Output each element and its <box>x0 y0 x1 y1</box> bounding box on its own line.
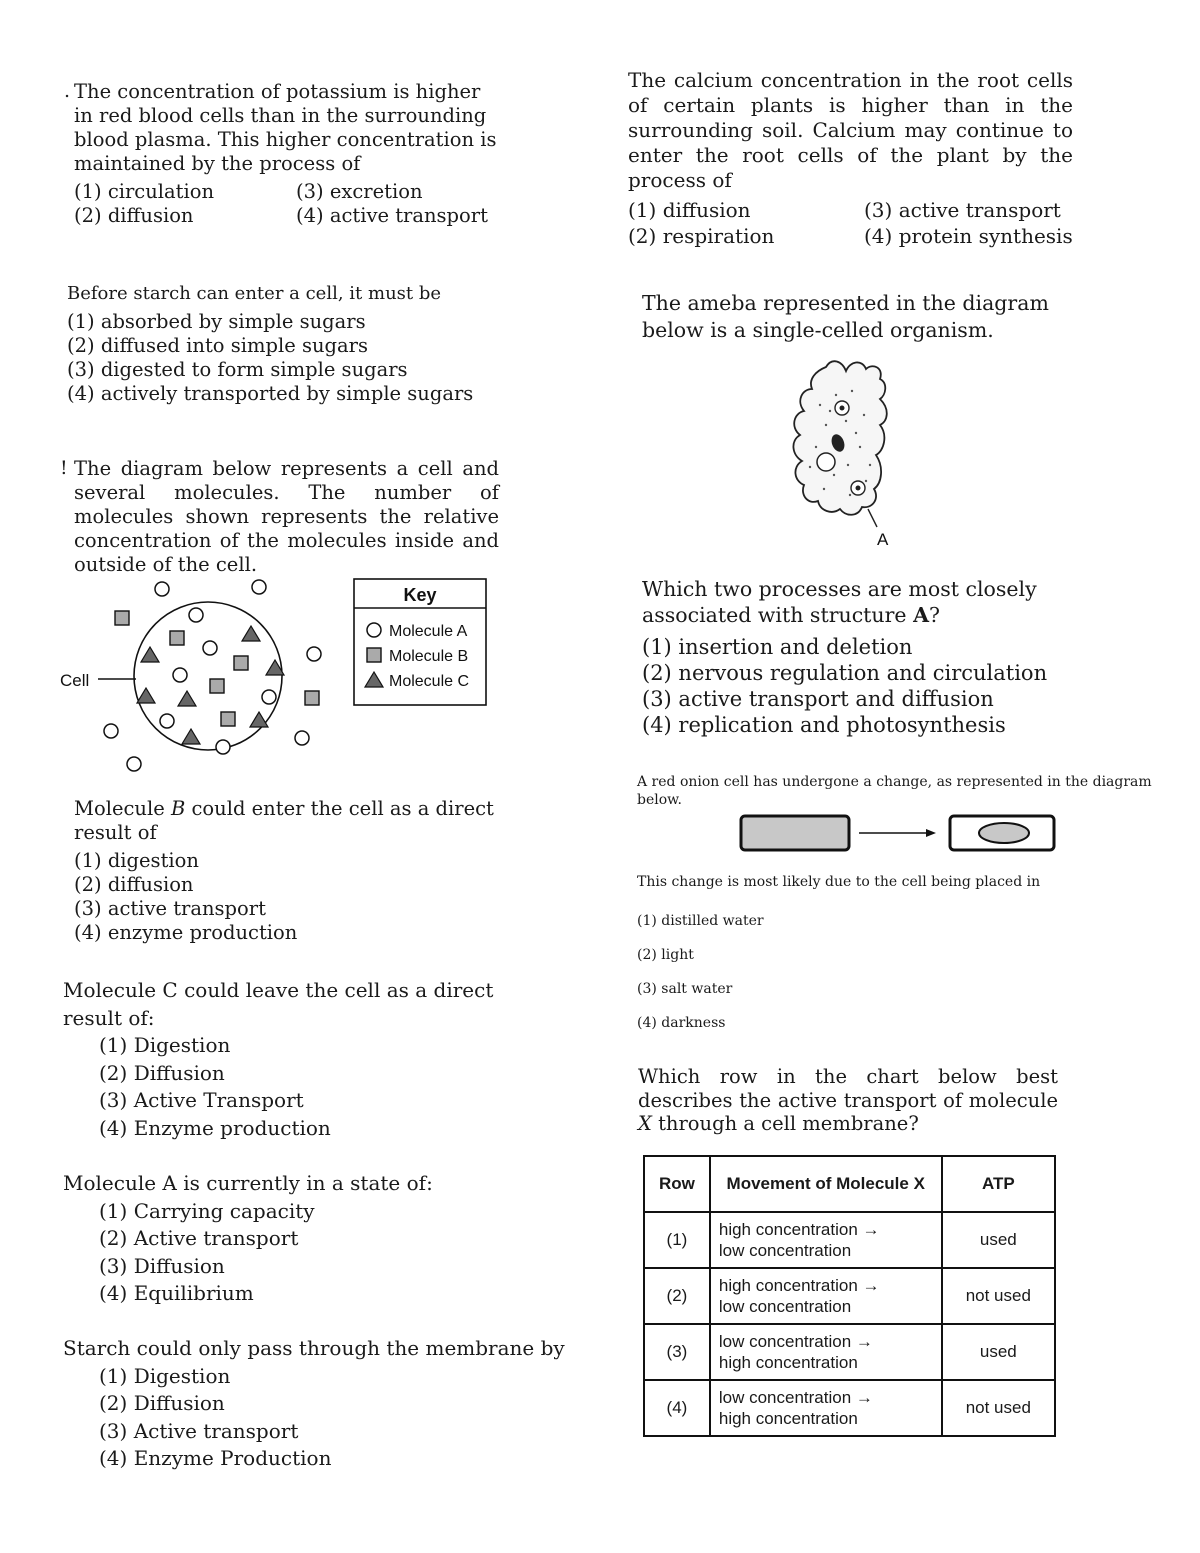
ameba-diagram <box>780 355 910 550</box>
molecule-a <box>127 757 141 771</box>
movement-cell <box>710 1268 942 1324</box>
movement-from: low concentration → <box>718 1388 873 1407</box>
question-stem: Molecule A is currently in a state of: <box>63 1171 433 1195</box>
table-row[interactable] <box>644 1380 1055 1436</box>
stem-text: ? <box>928 603 940 627</box>
key-molecule-a-label: Molecule A <box>389 623 468 640</box>
molecule-c <box>250 712 268 727</box>
atp-cell: used <box>942 1324 1055 1380</box>
movement-from: high concentration → <box>718 1220 880 1239</box>
key-molecule-b-label: Molecule B <box>389 648 469 665</box>
movement-to: high concentration <box>718 1353 858 1372</box>
question-stem: The diagram below represents a cell and several molecules. The number of molecules shown represents the relative concentration of the molecules inside and outside of the cell. <box>74 457 499 576</box>
molecule-a <box>155 582 169 596</box>
answer-option[interactable]: (2) Active transport <box>99 1226 299 1250</box>
stem-variable: B <box>170 797 186 820</box>
row-number: (2) <box>644 1268 710 1324</box>
answer-options <box>67 310 507 406</box>
question-stem: The ameba represented in the diagram below is a single-celled organism. <box>642 291 1049 342</box>
answer-option[interactable]: (1) distilled water <box>637 913 764 929</box>
answer-option[interactable]: (4) actively transported by simple sugars <box>67 382 474 405</box>
onion-question-continued <box>637 873 1177 891</box>
question-stem: A red onion cell has undergone a change, as represented in the diagram below. <box>637 774 1152 808</box>
table-row[interactable] <box>644 1268 1055 1324</box>
movement-from: low concentration → <box>718 1332 873 1351</box>
movement-to: low concentration <box>718 1297 852 1316</box>
answer-option[interactable]: (2) diffused into simple sugars <box>67 334 368 357</box>
answer-option[interactable]: (2) Diffusion <box>99 1391 225 1415</box>
answer-option[interactable]: (1) Digestion <box>99 1363 231 1388</box>
cell-molecule-diagram <box>60 570 500 780</box>
molecule-a <box>295 731 309 745</box>
atp-cell: used <box>942 1212 1055 1268</box>
cell-membrane <box>134 602 282 750</box>
cell-label: Cell <box>60 671 90 690</box>
onion-answer-options <box>637 912 937 1048</box>
movement-cell <box>710 1212 942 1268</box>
answer-option[interactable]: (1) Carrying capacity <box>99 1198 315 1223</box>
answer-option[interactable]: (3) excretion <box>296 180 423 203</box>
movement-from: high concentration → <box>718 1276 880 1295</box>
molecule-c <box>137 688 155 703</box>
question-cell-diagram <box>60 457 499 577</box>
table-row[interactable] <box>644 1212 1055 1268</box>
question-stem: The calcium concentration in the root cells of certain plants is higher than in the surrounding soil. Calcium may continue to enter the root cells of the plant by the process of <box>628 68 1073 192</box>
question-stem <box>642 576 1112 628</box>
key-title: Key <box>403 585 437 605</box>
answer-option[interactable]: (3) active transport and diffusion <box>642 687 994 711</box>
key-molecule-b-icon <box>367 648 381 662</box>
question-starch-enter <box>67 282 507 406</box>
answer-option[interactable]: (2) diffusion <box>74 204 194 227</box>
movement-to: low concentration <box>718 1241 852 1260</box>
answer-option[interactable]: (3) Active transport <box>99 1418 299 1443</box>
answer-option[interactable]: (2) Diffusion <box>99 1060 225 1085</box>
question-stem: Molecule C could leave the cell as a direct result of: <box>63 978 494 1030</box>
molecule-b <box>115 611 129 625</box>
answer-option[interactable]: (4) Equilibrium <box>99 1281 254 1305</box>
shrunken-vacuole <box>979 823 1029 843</box>
molecule-a <box>160 714 174 728</box>
question-onion-cell <box>637 773 1177 809</box>
molecule-c <box>141 647 159 662</box>
question-number-fragment: ! <box>60 457 68 479</box>
atp-cell: not used <box>942 1268 1055 1324</box>
answer-options <box>628 197 1073 249</box>
movement-to: high concentration <box>718 1409 858 1428</box>
transport-chart <box>643 1155 1056 1437</box>
answer-option[interactable]: (4) Enzyme production <box>99 1115 331 1140</box>
molecule-a <box>216 740 230 754</box>
column-header: Movement of Molecule X <box>710 1156 942 1212</box>
row-number: (3) <box>644 1324 710 1380</box>
question-structure-a <box>642 576 1112 738</box>
molecule-a <box>189 608 203 622</box>
question-molecule-c <box>63 977 553 1142</box>
key-molecule-a-icon <box>367 623 381 637</box>
table-row[interactable] <box>644 1324 1055 1380</box>
question-calcium <box>628 68 1073 249</box>
food-vacuole-core <box>840 406 845 411</box>
answer-option[interactable]: (1) absorbed by simple sugars <box>67 310 366 333</box>
answer-options <box>642 634 1112 738</box>
answer-option[interactable]: (4) enzyme production <box>74 921 298 944</box>
molecule-b <box>210 679 224 693</box>
question-molecule-a <box>63 1170 553 1308</box>
question-number-fragment: . <box>64 80 71 102</box>
molecule-b <box>221 712 235 726</box>
question-stem: Before starch can enter a cell, it must be <box>67 283 442 304</box>
answer-option[interactable]: (4) active transport <box>296 204 488 227</box>
atp-cell: not used <box>942 1380 1055 1436</box>
answer-option[interactable]: (3) active transport <box>74 897 266 920</box>
question-stem: The concentration of potassium is higher in red blood cells than in the surrounding blood plasma. This higher concentration is maintained by the process of <box>74 80 497 175</box>
question-potassium <box>64 80 504 228</box>
answer-option[interactable]: (3) salt water <box>637 981 733 997</box>
stem-variable: X <box>638 1112 652 1135</box>
molecule-b <box>305 691 319 705</box>
answer-option[interactable]: (2) nervous regulation and circulation <box>642 661 1048 685</box>
movement-cell <box>710 1324 942 1380</box>
answer-option[interactable]: (2) diffusion <box>74 873 194 896</box>
answer-options <box>74 849 499 945</box>
molecule-c <box>178 691 196 706</box>
question-starch-membrane <box>63 1335 573 1473</box>
structure-a-label: A <box>877 530 889 549</box>
molecule-a <box>104 724 118 738</box>
molecule-c <box>182 729 200 744</box>
answer-option[interactable]: (1) insertion and deletion <box>642 635 913 659</box>
answer-option[interactable]: (2) light <box>637 947 694 963</box>
column-header: ATP <box>942 1156 1055 1212</box>
answer-option[interactable]: (1) diffusion <box>628 198 751 222</box>
stem-text: could enter the cell as a direct result of <box>74 797 494 844</box>
stem-text: through a cell membrane? <box>651 1112 919 1135</box>
molecule-c <box>242 626 260 641</box>
row-number: (1) <box>644 1212 710 1268</box>
pointer-line-a <box>868 509 877 527</box>
movement-cell <box>710 1380 942 1436</box>
answer-option[interactable]: (1) digestion <box>74 849 199 872</box>
answer-option[interactable]: (3) Active Transport <box>99 1088 304 1112</box>
answer-option[interactable]: (1) Digestion <box>99 1033 231 1057</box>
answer-option[interactable]: (1) circulation <box>74 180 215 203</box>
column-header: Row <box>644 1156 710 1212</box>
molecule-b <box>234 656 248 670</box>
answer-option[interactable]: (4) protein synthesis <box>864 224 1073 248</box>
answer-option[interactable]: (3) active transport <box>864 198 1061 222</box>
stem-text: Which two processes are most closely associated with structure <box>642 577 1037 627</box>
key-molecule-c-label: Molecule C <box>389 673 470 690</box>
molecule-a <box>262 690 276 704</box>
molecule-a <box>307 647 321 661</box>
question-ameba <box>642 290 1102 344</box>
onion-cell-diagram <box>738 812 1060 856</box>
row-number: (4) <box>644 1380 710 1436</box>
question-stem <box>74 797 499 845</box>
answer-option[interactable]: (2) respiration <box>628 224 775 248</box>
change-arrow-head <box>926 829 936 837</box>
question-stem <box>638 1065 1058 1136</box>
answer-option[interactable]: (4) replication and photosynthesis <box>642 713 1006 737</box>
molecule-b <box>170 631 184 645</box>
question-molecule-b <box>74 797 499 945</box>
contractile-vacuole <box>817 453 835 471</box>
stem-text: Which row in the chart below best describes the active transport of molecule <box>638 1065 1058 1112</box>
chart-header-row <box>644 1156 1055 1212</box>
stem-variable: A <box>913 603 929 627</box>
normal-onion-cell <box>741 816 849 850</box>
answer-option[interactable]: (3) Diffusion <box>99 1253 225 1278</box>
food-vacuole-core <box>856 486 861 491</box>
stem-text: Molecule <box>74 797 171 820</box>
question-active-transport-chart <box>638 1065 1058 1136</box>
molecule-a <box>252 580 266 594</box>
molecule-a <box>173 668 187 682</box>
answer-option[interactable]: (4) darkness <box>637 1015 726 1031</box>
answer-option[interactable]: (4) Enzyme Production <box>99 1446 332 1470</box>
question-stem: Starch could only pass through the membrane by <box>63 1336 565 1360</box>
molecule-a <box>203 641 217 655</box>
question-stem-continued: This change is most likely due to the cell being placed in <box>637 874 1041 890</box>
answer-options <box>74 180 504 228</box>
answer-option[interactable]: (3) digested to form simple sugars <box>67 358 408 381</box>
